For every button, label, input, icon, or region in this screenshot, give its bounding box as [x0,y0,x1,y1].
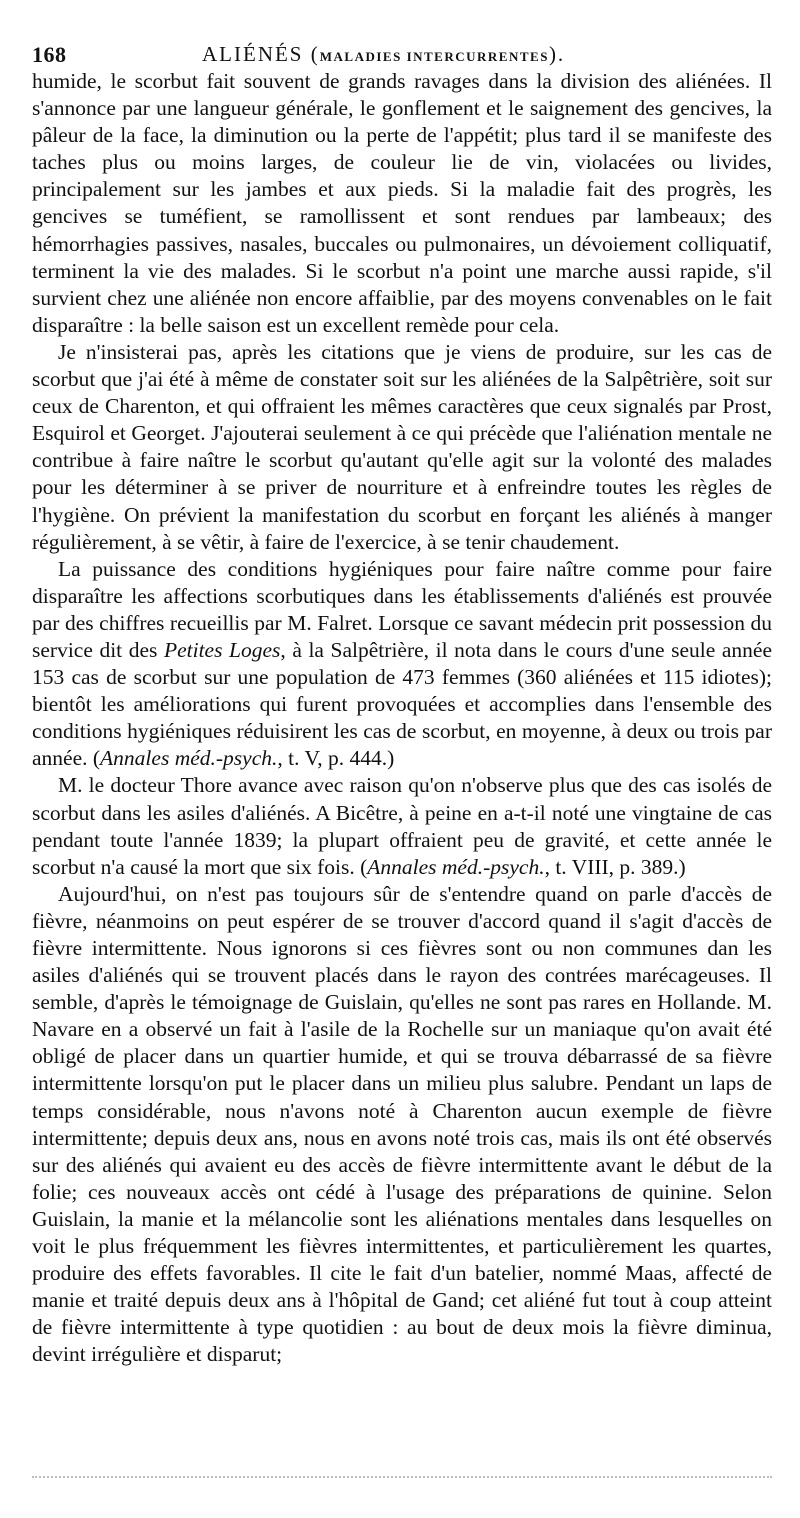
paragraph-text: , t. VIII, p. 389.) [544,854,686,879]
paragraph-text: Aujourd'hui, on n'est pas toujours sûr de s'entendre quand on parle d'accès de fièvre, néanmoins on peut espérer de se trouver d'accord quand il s'agit d'accès de fièvre intermittente. Nous ignorons si ces fièvres sont ou non communes dan les asiles d'aliénés qui se trouvent placés dans le rayon des contrées marécageuses. Il semble, d'après le témoignage de Guislain, qu'elles ne sont pas rares en Hollande. M. Navare en a observé un fait à l'asile de la Rochelle sur un maniaque qu'on avait été obligé de placer dans un quartier humide, et qui se trouva débarrassé de sa fièvre intermittente lorsqu'on put le placer dans un milieu plus salubre. Pendant un laps de temps considérable, nous n'avons noté à Charenton aucun exemple de fièvre intermittente; depuis deux ans, nous en avons noté trois cas, mais ils ont été observés sur des aliénés qui avaient eu des accès de fièvre intermittente avant le début de la folie; ces nouveaux accès ont cédé à l'usage des préparations de quinine. Selon Guislain, la manie et la mélancolie sont les aliénations mentales dans lesquelles on voit le plus fréquemment les fièvres intermittentes, et particulièrement les quartes, produire des effets favorables. Il cite le fait d'un batelier, nommé Maas, affecté de manie et traité depuis deux ans à l'hôpital de Gand; cet aliéné fut tout à coup atteint de fièvre intermittente à type quotidien : au bout de deux mois la fièvre diminua, devint irrégulière et disparut; [32,881,772,1367]
running-title-main: ALIÉNÉS [202,42,304,66]
paragraph-p5 [32,881,772,1369]
running-title [202,42,565,67]
running-title-open: ( [303,42,320,66]
paragraph-p2 [32,339,772,556]
citation-title: Annales méd.-psych. [100,746,278,771]
book-page [32,30,772,1369]
paragraph-p3 [32,556,772,773]
paragraph-text: M. le docteur Thore avance avec raison qu'on n'observe plus que des cas isolés de scorbut dans les asiles d'aliénés. A Bicêtre, à peine en a-t-il noté une vingtaine de cas pendant toute l'année 1839; la plupart offraient peu de gravité, et cette année le scorbut n'a causé la mort que six fois. ( [32,773,772,879]
running-head [32,30,772,67]
paragraph-p1 [32,68,772,339]
body-text [32,68,772,1369]
footer-rule [32,1476,772,1480]
paragraph-text: , à la Salpêtrière, il nota dans le cours d'une seule année 153 cas de scorbut sur une population de 473 femmes (360 aliénées et 115 idiotes); bientôt les améliorations qui furent provoquées et accomplies dans l'ensemble des conditions hygiéniques réduisirent les cas de scorbut, en moyenne, à deux ou trois par année. ( [32,637,773,771]
paragraph-text: La puissance des conditions hygiéniques pour faire naître comme pour faire disparaître les affections scorbutiques dans les établissements d'aliénés est prouvée par des chiffres recueillis par M. Falret. Lorsque ce savant médecin prit possession du service dit des [32,556,772,662]
citation-title: Petites Loges [163,637,281,662]
paragraph-text: Je n'insisterai pas, après les citations que je viens de produire, sur les cas de scorbut que j'ai été à même de constater soit sur les aliénées de la Salpêtrière, soit sur ceux de Charenton, et qui offraient les mêmes caractères que ceux signalés par Prost, Esquirol et Georget. J'ajouterai seulement à ce qui précède que l'aliénation mentale ne contribue à faire naître le scorbut qu'autant qu'elle agit sur la volonté des malades pour les déterminer à se priver de nourriture et à enfreindre toutes les règles de l'hygiène. On prévient la manifestation du scorbut en forçant les aliénés à manger régulièrement, à se vêtir, à faire de l'exercice, à se tenir chaudement. [32,339,772,554]
paragraph-text: humide, le scorbut fait souvent de grands ravages dans la division des aliénées. Il s'annonce par une langueur générale, le gonflement et le saignement des gencives, la pâleur de la face, la diminution ou la perte de l'appétit; plus tard il se manifeste des taches plus ou moins larges, de couleur lie de vin, violacées ou livides, principalement sur les jambes et aux pieds. Si la maladie fait des progrès, les gencives se tuméfient, se ramollissent et sont rendues par lambeaux; des hémorrhagies passives, nasales, buccales ou pulmonaires, un dévoiement colliquatif, terminent la vie des malades. Si le scorbut n'a point une marche aussi rapide, s'il survient chez une aliénée non encore affaiblie, par des moyens convenables on le fait disparaître : la belle saison est un excellent remède pour cela. [32,69,772,337]
citation-title: Annales méd.-psych. [367,854,545,879]
page-number: 168 [32,42,67,67]
running-title-subtitle: MALADIES INTERCURRENTES [319,49,549,64]
running-title-close: ). [548,42,566,66]
paragraph-p4 [32,772,772,880]
paragraph-text: , t. V, p. 444.) [277,746,395,771]
